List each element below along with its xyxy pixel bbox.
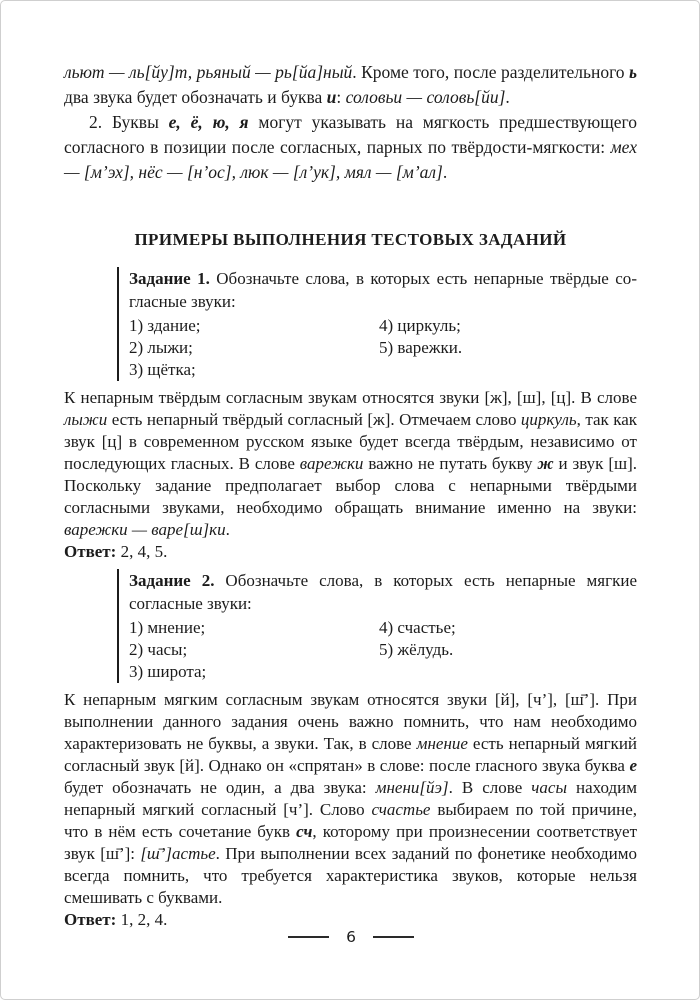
text-segment: находим непарный мягкий согласный [ч’]. Слово [64, 778, 638, 819]
task-1-options [129, 315, 637, 381]
text-segment: е [629, 756, 637, 775]
answer-option: 2) лыжи; [129, 338, 193, 357]
text-segment: могут указывать на мягкость предшествующего согласного в позиции после согласных, парных по твёрдости-мягкости: [64, 112, 637, 157]
text-segment: [ш̄’]астье [140, 844, 216, 863]
answer-option: 4) счастье; [379, 618, 456, 637]
task-2-prompt [129, 569, 637, 615]
text-segment: есть непарный твёрдый согласный [ж]. Отмечаем слово [107, 410, 521, 429]
text-segment: . В слове [448, 778, 532, 797]
text-segment: мех — [м’эх], нёс — [н’ос], люк — [л’ук], мял — [м’ал] [64, 137, 637, 182]
text-segment: Задание 2. [129, 571, 226, 590]
text-segment: 2. Буквы [89, 112, 169, 132]
text-segment: и звук [ш]. Поскольку задание предполагает выбор слова с непарными твёрдыми согласными звуками, необходимо обращать внимание именно на звуки: [64, 454, 637, 517]
intro-paragraph-continued [64, 60, 637, 110]
text-segment: . [225, 520, 230, 539]
task-2-explanation [64, 689, 637, 909]
text-segment: . Кроме того, после разделительного [352, 62, 629, 82]
answer-option: 3) щётка; [129, 360, 196, 379]
task-2-options-col2 [379, 617, 456, 683]
text-segment: льют — ль[йу]т, рьяный — рь[йа]ный [64, 62, 353, 82]
text-segment: часы [531, 778, 567, 797]
answer-option: 4) циркуль; [379, 316, 461, 335]
task-1-prompt [129, 267, 637, 313]
text-segment: . [505, 87, 510, 107]
task-2-answer-value: 1, 2, 4. [116, 910, 168, 929]
text-segment: ь [629, 62, 637, 82]
task-2-options-col1 [129, 617, 379, 683]
task-2-options [129, 617, 637, 683]
text-segment: выбираем по той причине, что в нём есть сочетание букв [64, 800, 637, 841]
answer-option: 1) мнение; [129, 618, 206, 637]
intro-paragraph-2 [64, 110, 637, 185]
text-segment: и [326, 87, 337, 107]
text-segment: два звука будет обозначать и буква [64, 87, 327, 107]
text-segment: соловьи — соловь[йи] [345, 87, 506, 107]
task-2-answer-label: Ответ: [64, 910, 117, 929]
task-1-options-col1 [129, 315, 379, 381]
text-segment: важно не путать букву [363, 454, 538, 473]
footer-rule-right [373, 936, 414, 938]
text-segment: Обозначьте слова, в которых есть непарные твёрдые согласные звуки: [129, 269, 637, 311]
answer-option: 5) варежки. [379, 338, 463, 357]
text-segment: будет обозначать не один, а два звука: [64, 778, 376, 797]
task-1-block [117, 267, 637, 381]
footer-rule-left [288, 936, 329, 938]
text-segment: Обозначьте слова, в которых есть непарные мягкие согласные звуки: [129, 571, 637, 613]
task-2-block [117, 569, 637, 683]
section-title: ПРИМЕРЫ ВЫПОЛНЕНИЯ ТЕСТОВЫХ ЗАДАНИЙ [134, 230, 567, 249]
text-segment: е, ё, ю, я [168, 112, 249, 132]
task-1-answer-line [64, 541, 637, 563]
answer-option: 2) часы; [129, 640, 188, 659]
text-segment: сч [296, 822, 313, 841]
text-segment: , так как звук [ц] в современном русском языке будет всегда твёрдым, независимо от последующих гласных. В слове [64, 410, 638, 473]
text-segment: ж [537, 454, 554, 473]
page-number: 6 [346, 928, 356, 946]
task-1-options-col2 [379, 315, 462, 381]
text-segment: К непарным твёрдым согласным звукам относятся звуки [ж], [ш], [ц]. В слове [64, 388, 637, 407]
text-segment: лыжи [64, 410, 108, 429]
text-segment: , которому при произнесении соответствует звук [ш̄’]: [64, 822, 637, 863]
text-segment: . При выполнении всех заданий по фонетике необходимо всегда помнить, что требуется характеристика звуков, которые нельзя смешивать с буквами. [64, 844, 638, 907]
text-segment: варежки [299, 454, 364, 473]
answer-option: 3) широта; [129, 662, 207, 681]
task-1-answer-value: 2, 4, 5. [116, 542, 168, 561]
text-segment: мнени[йэ] [375, 778, 449, 797]
answer-option: 5) жёлудь. [379, 640, 454, 659]
text-segment: . [442, 162, 448, 182]
text-segment: мнение [416, 734, 468, 753]
page-footer [1, 929, 700, 945]
text-segment: есть непарный мягкий согласный звук [й]. Однако он «спрятан» в слове: после гласного звука буква [64, 734, 638, 775]
text-segment: циркуль [520, 410, 577, 429]
task-1-answer-label: Ответ: [64, 542, 117, 561]
text-segment: варежки — варе[ш]ки [64, 520, 226, 539]
text-segment: Задание 1. [129, 269, 217, 288]
text-segment: К непарным мягким согласным звукам относятся звуки [й], [ч’], [ш̄’]. При выполнении данного задания очень важно помнить, что нам необходимо характеризовать не буквы, а звуки. Так, в слове [64, 690, 637, 753]
text-segment: счастье [371, 800, 431, 819]
text-segment: : [336, 87, 346, 107]
answer-option: 1) здание; [129, 316, 201, 335]
task-1-explanation [64, 387, 637, 541]
